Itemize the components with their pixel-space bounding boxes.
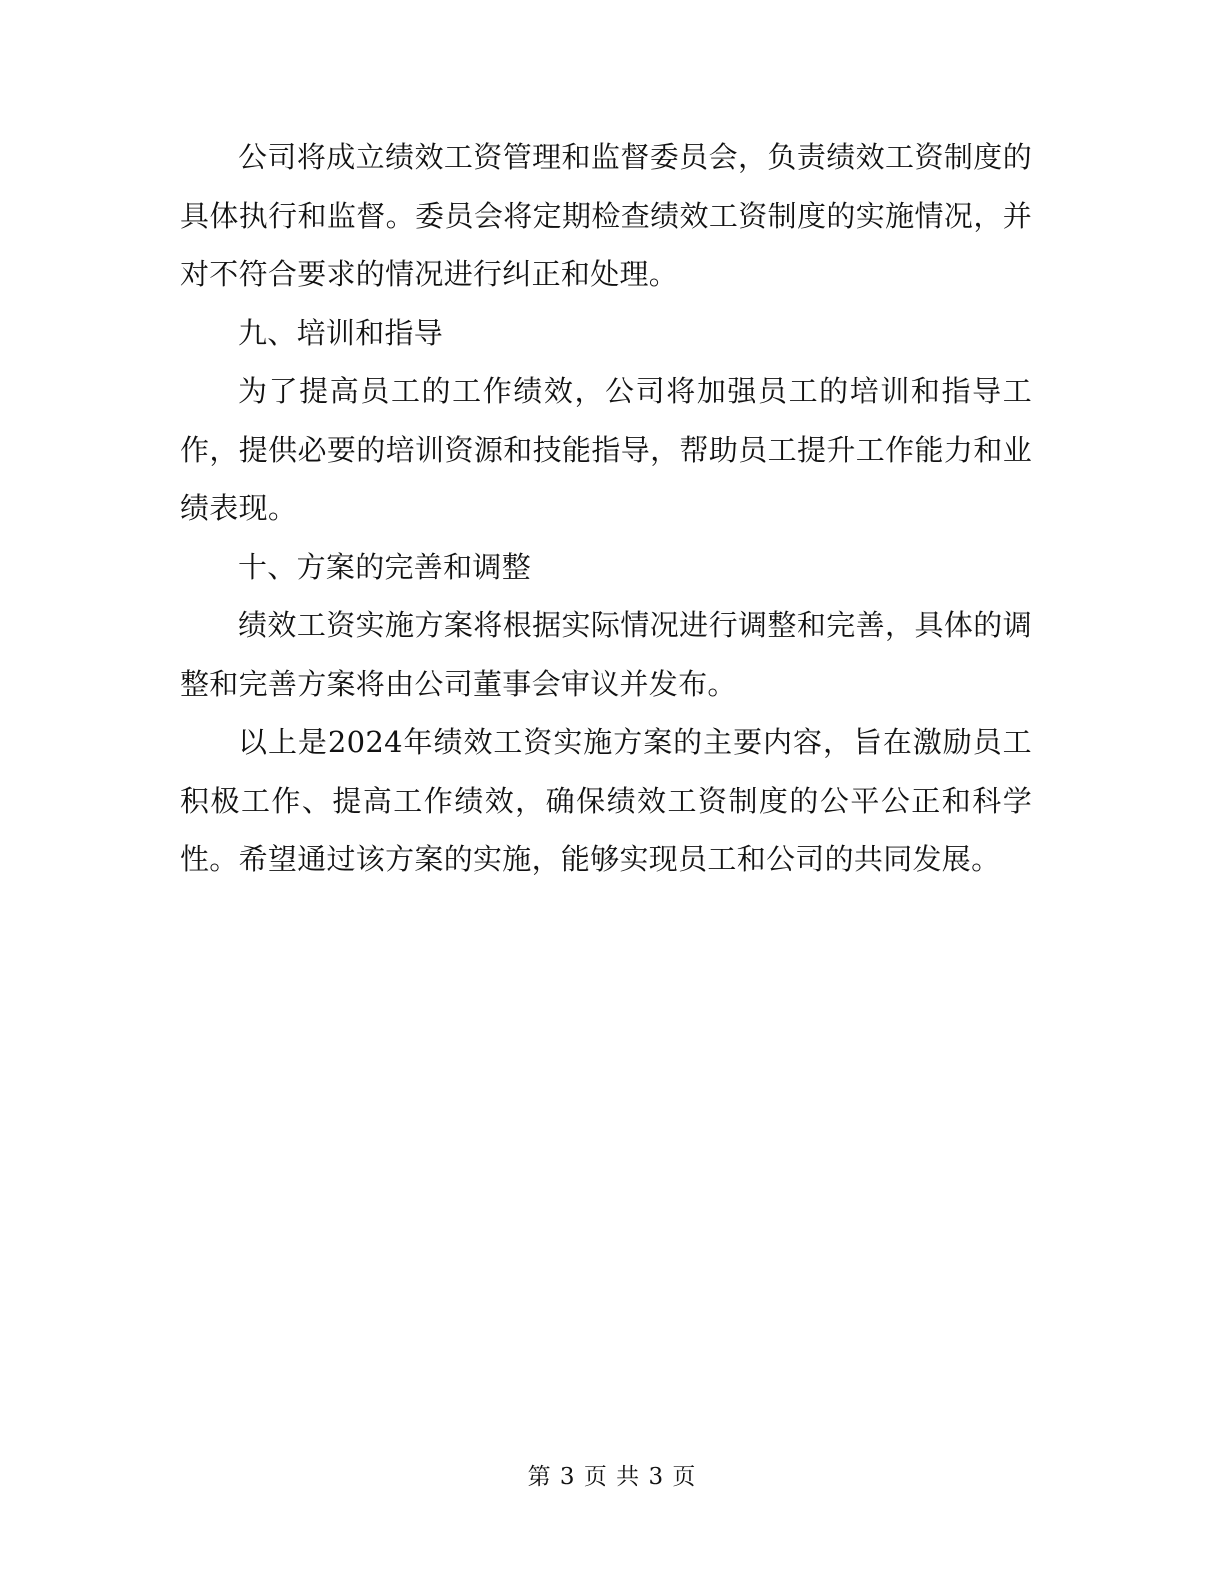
document-body <box>180 128 1032 889</box>
section-heading-training: 九、培训和指导 <box>238 315 444 350</box>
section-heading-adjustment: 十、方案的完善和调整 <box>238 549 532 584</box>
page-number-label: 第 3 页 共 3 页 <box>527 1464 697 1490</box>
page-footer <box>0 1462 1224 1492</box>
paragraph-training: 为了提高员工的工作绩效，公司将加强员工的培训和指导工作，提供必要的培训资源和技能指导，帮助员工提升工作能力和业绩表现。 <box>180 374 1032 525</box>
paragraph-conclusion: 以上是2024年绩效工资实施方案的主要内容，旨在激励员工积极工作、提高工作绩效，确保绩效工资制度的公平公正和科学性。希望通过该方案的实施，能够实现员工和公司的共同发展。 <box>180 725 1032 876</box>
paragraph-adjustment: 绩效工资实施方案将根据实际情况进行调整和完善，具体的调整和完善方案将由公司董事会审议并发布。 <box>180 608 1032 701</box>
paragraph-committee: 公司将成立绩效工资管理和监督委员会，负责绩效工资制度的具体执行和监督。委员会将定期检查绩效工资制度的实施情况，并对不符合要求的情况进行纠正和处理。 <box>180 140 1032 291</box>
